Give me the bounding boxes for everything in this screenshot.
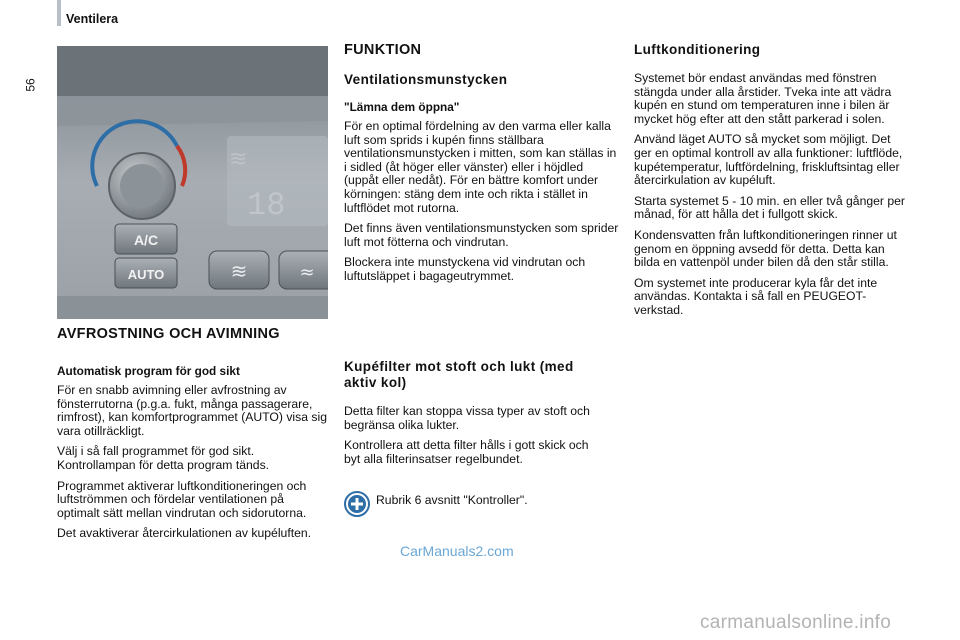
ac-paragraph: Kondensvatten från luftkonditioneringen rinner ut genom en öppning avsedd för detta. Detta kan bilda en vattenpöl under bilen då den står stilla. [634,227,897,270]
middle-column [344,42,620,291]
section-title: Ventilera [66,12,119,26]
defrost-paragraph: Programmet aktiverar luftkonditioneringen och luftströmmen och fördelar ventilationen på optimalt sätt mellan vindrutan och sidorutorna. [57,478,307,520]
filter-paragraph: Kontrollera att detta filter hålls i gott skick och byt alla filterinsatser regelbundet. [344,438,589,466]
svg-text:≋: ≋ [229,147,248,172]
cross-reference-text: Rubrik 6 avsnitt "Kontroller". [376,493,528,507]
section-marker-bar [57,0,61,26]
filter-section [344,359,604,473]
defrost-subheading: Automatisk program för god sikt [57,364,240,378]
vents-paragraph: För en optimal fördelning av den varma eller kalla luft som sprids i kupén finns ställbara ventilationsmunstycken i mitten, som kan ställas in i sidled (åt höger eller vänster) eller i höjdled (uppåt eller nedåt). För en bättre komfort under körningen: stäng dem inte och rikta i stället in luftflödet mot rutorna. [344,119,617,215]
ac-paragraph: Om systemet inte producerar kyla får det inte användas. Kontakta i så fall en PEUGEOT-verkstad. [634,275,878,317]
plus-info-icon [344,491,370,517]
ac-heading: Luftkonditionering [634,42,761,57]
ac-paragraph: Systemet bör endast användas med fönstren stängda under alla årstider. Tveka inte att vädra kupén en stund om temperaturen inne i bilen är mycket hög efter att den stått parkerad i solen. [634,71,892,126]
watermark-text: carmanualsonline.info [700,612,892,633]
defrost-paragraph: För en snabb avimning eller avfrostning av fönsterrutorna (p.g.a. fukt, många passagerare, rimfrost), kan komfortprogrammet (AUTO) visa sig vara otillräckligt. [57,383,327,438]
svg-text:≈: ≈ [299,262,315,283]
function-heading: FUNKTION [344,42,422,58]
page-number: 56 [23,78,38,92]
vents-paragraph: Blockera inte munstyckena vid vindrutan och luftutsläppet i bagageutrymmet. [344,255,586,283]
ac-button-label: A/C [133,232,159,248]
temperature-display: 18 [247,187,286,224]
defrost-heading: AVFROSTNING OCH AVIMNING [57,326,280,342]
ac-paragraph: Använd läget AUTO så mycket som möjligt. Det ger en optimal kontroll av alla funktioner: luftflöde, kupétemperatur, luftfördelning, friskluftsintag eller återcirkulation av kupéluft. [634,132,903,188]
ac-paragraph: Starta systemet 5 - 10 min. en eller två gånger per månad, för att hålla det i fullgott skick. [634,193,905,222]
filter-heading: Kupéfilter mot stoft och lukt (med aktiv kol) [344,359,574,390]
defrost-paragraph: Välj i så fall programmet för god sikt. Kontrollampan för detta program tänds. [57,444,270,472]
right-column [634,42,906,325]
watermark-link[interactable]: CarManuals2.com [400,543,514,559]
vents-paragraph: Det finns även ventilationsmunstycken som sprider luft mot fötterna och vindrutan. [344,221,619,249]
filter-paragraph: Detta filter kan stoppa vissa typer av stoft och begränsa olika lukter. [344,404,590,432]
climate-panel-photo [57,46,328,319]
auto-button-label: AUTO [127,267,165,282]
defrost-paragraph: Det avaktiverar återcirkulationen av kupéluften. [57,526,312,541]
svg-text:≋: ≋ [230,259,248,283]
vents-heading: Ventilationsmunstycken [344,72,508,87]
vents-subheading: "Lämna dem öppna" [344,100,460,114]
left-column [57,326,329,548]
